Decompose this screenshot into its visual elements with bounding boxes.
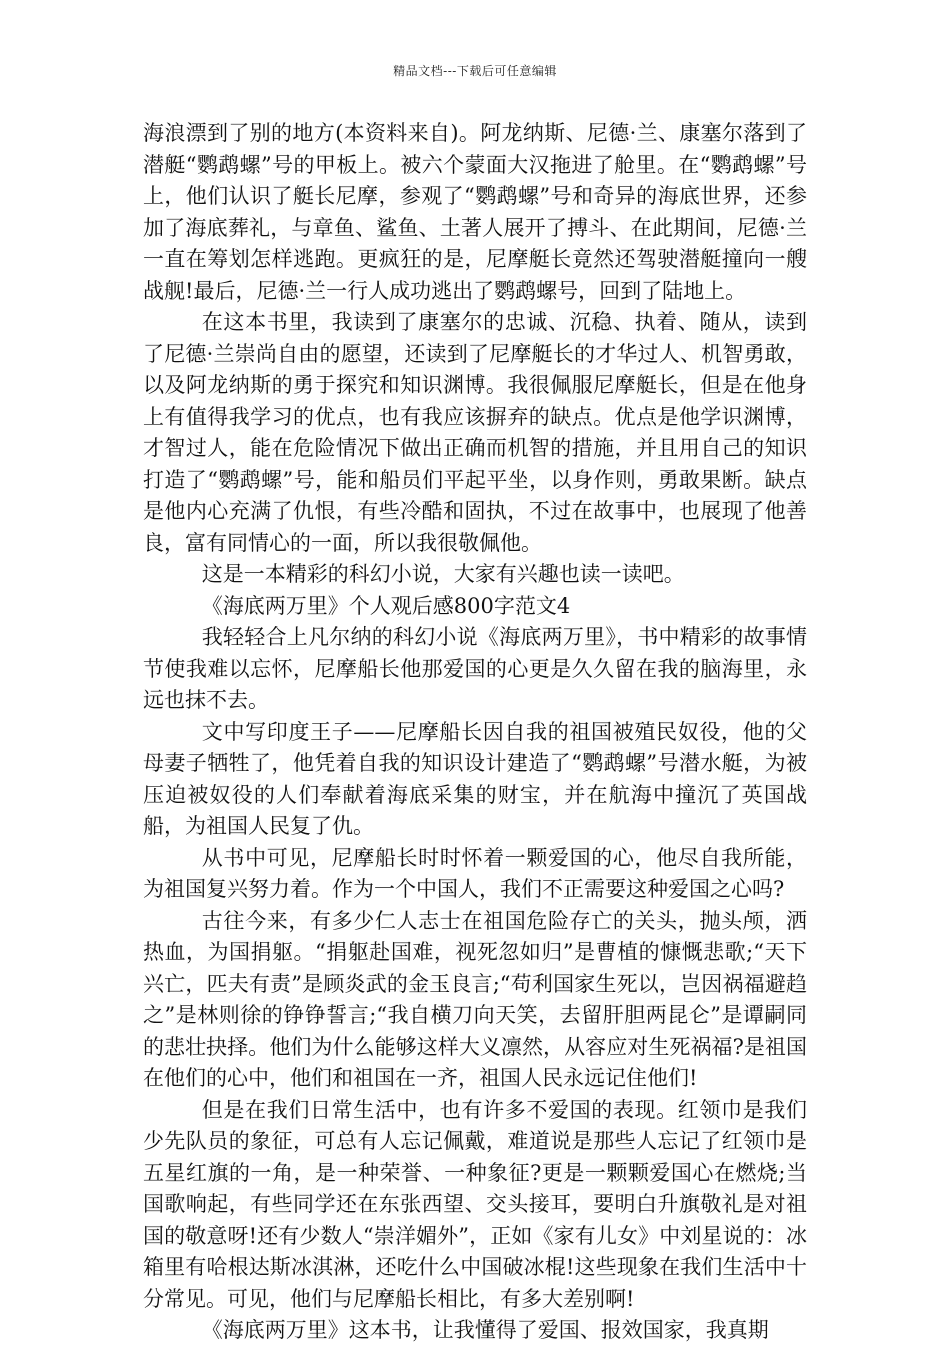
paragraph-6: 从书中可见，尼摩船长时时怀着一颗爱国的心，他尽自我所能，为祖国复兴努力着。作为一个中国人，我们不正需要这种爱国之心吗? xyxy=(143,845,807,901)
paragraph-3: 这是一本精彩的科幻小说，大家有兴趣也读一读吧。 xyxy=(201,562,685,586)
paragraph-1: 海浪漂到了别的地方(本资料来自)。阿龙纳斯、尼德·兰、康塞尔落到了潜艇“鹦鹉螺”号的甲板上。被六个蒙面大汉拖进了舱里。在“鹦鹉螺”号上，他们认识了艇长尼摩，参观了“鹦鹉螺”号和奇异的海底世界，还参加了海底葬礼，与章鱼、鲨鱼、土著人展开了搏斗、在此期间，尼德·兰一直在筹划怎样逃跑。更疯狂的是，尼摩艇长竟然还驾驶潜艇撞向一艘战舰!最后，尼德·兰一行人成功逃出了鹦鹉螺号，回到了陆地上。 xyxy=(143,121,807,303)
document-body xyxy=(143,118,807,1347)
page-header: 精品文档---下载后可任意编辑 xyxy=(393,64,557,78)
paragraph-5: 文中写印度王子——尼摩船长因自我的祖国被殖民奴役，他的父母妻子牺牲了，他凭着自我的知识设计建造了“鹦鹉螺”号潜水艇，为被压迫被奴役的人们奉献着海底采集的财宝，并在航海中撞沉了英国战船，为祖国人民复了仇。 xyxy=(143,719,807,838)
paragraph-2: 在这本书里，我读到了康塞尔的忠诚、沉稳、执着、随从，读到了尼德·兰崇尚自由的愿望，还读到了尼摩艇长的才华过人、机智勇敢，以及阿龙纳斯的勇于探究和知识渊博。我很佩服尼摩艇长，但是在他身上有值得我学习的优点，也有我应该摒弃的缺点。优点是他学识渊博，才智过人，能在危险情况下做出正确而机智的措施，并且用自己的知识打造了“鹦鹉螺”号，能和船员们平起平坐，以身作则，勇敢果断。缺点是他内心充满了仇恨，有些冷酷和固执，不过在故事中，也展现了他善良，富有同情心的一面，所以我很敬佩他。 xyxy=(143,310,807,555)
paragraph-9: 《海底两万里》这本书，让我懂得了爱国、报效国家，我真期 xyxy=(201,1318,769,1342)
paragraph-7: 古往今来，有多少仁人志士在祖国危险存亡的关头，抛头颅，洒热血，为国捐躯。“捐躯赴国难，视死忽如归”是曹植的慷慨悲歌;“天下兴亡，匹夫有责”是顾炎武的金玉良言;“苟利国家生死以，岂因祸福避趋之”是林则徐的铮铮誓言;“我自横刀向天笑，去留肝胆两昆仑”是谭嗣同的悲壮抉择。他们为什么能够这样大义凛然，从容应对生死祸福?是祖国在他们的心中，他们和祖国在一齐，祖国人民永远记住他们! xyxy=(143,908,807,1090)
section-title: 《海底两万里》个人观后感800字范文4 xyxy=(201,593,571,618)
paragraph-4: 我轻轻合上凡尔纳的科幻小说《海底两万里》，书中精彩的故事情节使我难以忘怀，尼摩船长他那爱国的心更是久久留在我的脑海里，永远也抹不去。 xyxy=(143,625,807,712)
paragraph-8: 但是在我们日常生活中，也有许多不爱国的表现。红领巾是我们少先队员的象征，可总有人忘记佩戴，难道说是那些人忘记了红领巾是五星红旗的一角，是一种荣誉、一种象征?更是一颗颗爱国心在燃烧;当国歌响起，有些同学还在东张西望、交头接耳，要明白升旗敬礼是对祖国的敬意呀!还有少数人“崇洋媚外”，正如《家有儿女》中刘星说的：冰箱里有哈根达斯冰淇淋，还吃什么中国破冰棍!这些现象在我们生活中十分常见。可见，他们与尼摩船长相比，有多大差别啊! xyxy=(143,1097,807,1311)
